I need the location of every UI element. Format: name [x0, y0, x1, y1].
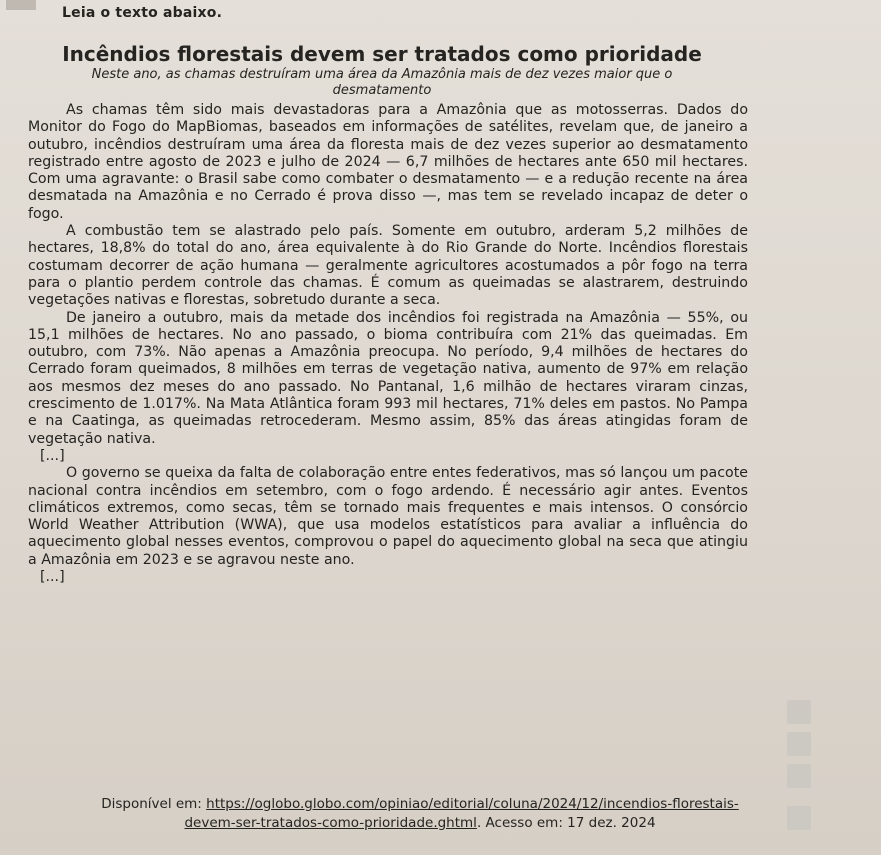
edge-shadow	[787, 806, 811, 830]
article-subtitle: Neste ano, as chamas destruíram uma área da Amazônia mais de dez vezes maior que o desmatamento	[91, 67, 673, 98]
page-corner-mark	[6, 0, 36, 10]
source-citation	[80, 795, 760, 833]
source-link[interactable]: https://oglobo.globo.com/opiniao/editorial/coluna/2024/12/incendios-florestais-devem-ser-tratados-como-prioridade.ghtml	[184, 796, 739, 831]
paragraph: De janeiro a outubro, mais da metade dos incêndios foi registrada na Amazônia — 55%, ou 15,1 milhões de hectares. No ano passado, o bioma contribuíra com 21% das queimadas. Em outubro, com 73%. Não apenas a Amazônia preocupa. No período, 9,4 milhões de hectares do Cerrado foram queimados, 8 milhões em terras de vegetação nativa, aumento de 97% em relação aos mesmos dez meses do ano passado. No Pantanal, 1,6 milhão de hectares viraram cinzas, crescimento de 1.017%. Na Mata Atlântica foram 993 mil hectares, 71% deles em pastos. No Pampa e na Caatinga, as queimadas retrocederam. Mesmo assim, 85% das áreas atingidas foram de vegetação nativa.	[28, 309, 748, 447]
paragraph: As chamas têm sido mais devastadoras para a Amazônia que as motosserras. Dados do Monitor do Fogo do MapBiomas, baseados em informações de satélites, revelam que, de janeiro a outubro, incêndios destruíram uma área da floresta mais de dez vezes superior ao desmatamento registrado entre agosto de 2023 e julho de 2024 — 6,7 milhões de hectares ante 650 mil hectares. Com uma agravante: o Brasil sabe como combater o desmatamento — e a redução recente na área desmatada na Amazônia e no Cerrado é prova disso —, mas tem se revelado incapaz de deter o fogo.	[28, 102, 748, 222]
omission-mark: [...]	[40, 569, 65, 586]
omission-mark: [...]	[40, 447, 65, 464]
instruction-text: Leia o texto abaixo.	[62, 5, 223, 21]
article-body	[28, 102, 748, 586]
source-suffix: . Acesso em: 17 dez. 2024	[476, 815, 656, 831]
edge-shadow	[787, 732, 811, 756]
paragraph: O governo se queixa da falta de colaboração entre entes federativos, mas só lançou um pacote nacional contra incêndios em setembro, com o fogo ardendo. É necessário agir antes. Eventos climáticos extremos, como secas, têm se tornado mais frequentes e mais intensos. O consórcio World Weather Attribution (WWA), que usa modelos estatísticos para avaliar a influência do aquecimento global nesses eventos, comprovou o papel do aquecimento global na seca que atingiu a Amazônia em 2023 e se agravou neste ano.	[28, 465, 748, 568]
edge-shadow	[787, 700, 811, 724]
article-title: Incêndios florestais devem ser tratados como prioridade	[62, 42, 702, 66]
source-prefix: Disponível em:	[101, 796, 207, 812]
paragraph: A combustão tem se alastrado pelo país. Somente em outubro, arderam 5,2 milhões de hectares, 18,8% do total do ano, área equivalente à do Rio Grande do Norte. Incêndios florestais costumam decorrer de ação humana — geralmente agricultores acostumados a pôr fogo na terra para o plantio perdem controle das chamas. É comum as queimadas se alastrarem, destruindo vegetações nativas e florestas, sobretudo durante a seca.	[28, 223, 748, 309]
edge-shadow	[787, 764, 811, 788]
